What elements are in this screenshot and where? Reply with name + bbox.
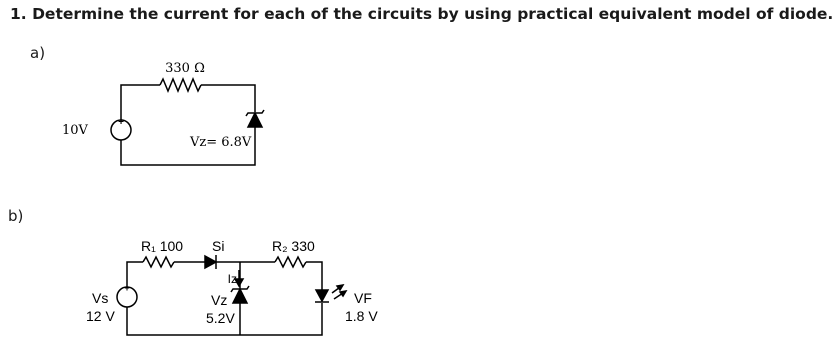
circuit-b-zener-name: Vz [211, 292, 228, 308]
circuit-b-si-diode [205, 255, 216, 269]
circuit-a-wire-left [121, 85, 160, 120]
part-b-label: b) [8, 207, 24, 225]
circuit-b-led [315, 290, 329, 302]
circuit-b-zener-diode [231, 286, 249, 303]
circuit-a-source-label: 10V [62, 123, 88, 138]
circuit-b-led-name: VF [354, 290, 372, 306]
circuit-b-source-name: Vs [92, 290, 109, 306]
circuit-b-current-label: Iz [227, 272, 237, 286]
circuit-b-source-plus: + [124, 283, 130, 293]
circuit-b-zener-value: 5.2V [206, 310, 235, 326]
circuit-b-led-emission-arrows [332, 285, 346, 299]
circuit-b-r2 [275, 257, 306, 267]
circuit-a-zener-diode [246, 110, 264, 127]
circuit-b-r2-label: R₂ 330 [272, 238, 315, 254]
circuit-b-r1-label: R₁ 100 [141, 238, 184, 254]
circuit-a-zener-label: Vz= 6.8V [190, 135, 252, 150]
circuit-a-source-plus: + [118, 117, 124, 128]
question-text: 1. Determine the current for each of the circuits by using practical equivalent model of diode. [10, 5, 833, 23]
circuit-a-resistor-label: 330 Ω [165, 61, 205, 76]
circuit-a [111, 79, 264, 165]
circuit-b-source-value: 12 V [86, 308, 115, 324]
circuit-a-wire-right [201, 85, 255, 112]
part-a-label: a) [30, 44, 46, 62]
circuit-b-si-label: Si [212, 238, 225, 254]
circuit-b-led-value: 1.8 V [345, 308, 378, 324]
circuit-b-r1 [143, 257, 174, 267]
circuit-b-wire-r2-led [306, 262, 322, 290]
circuit-a-resistor [160, 79, 201, 91]
